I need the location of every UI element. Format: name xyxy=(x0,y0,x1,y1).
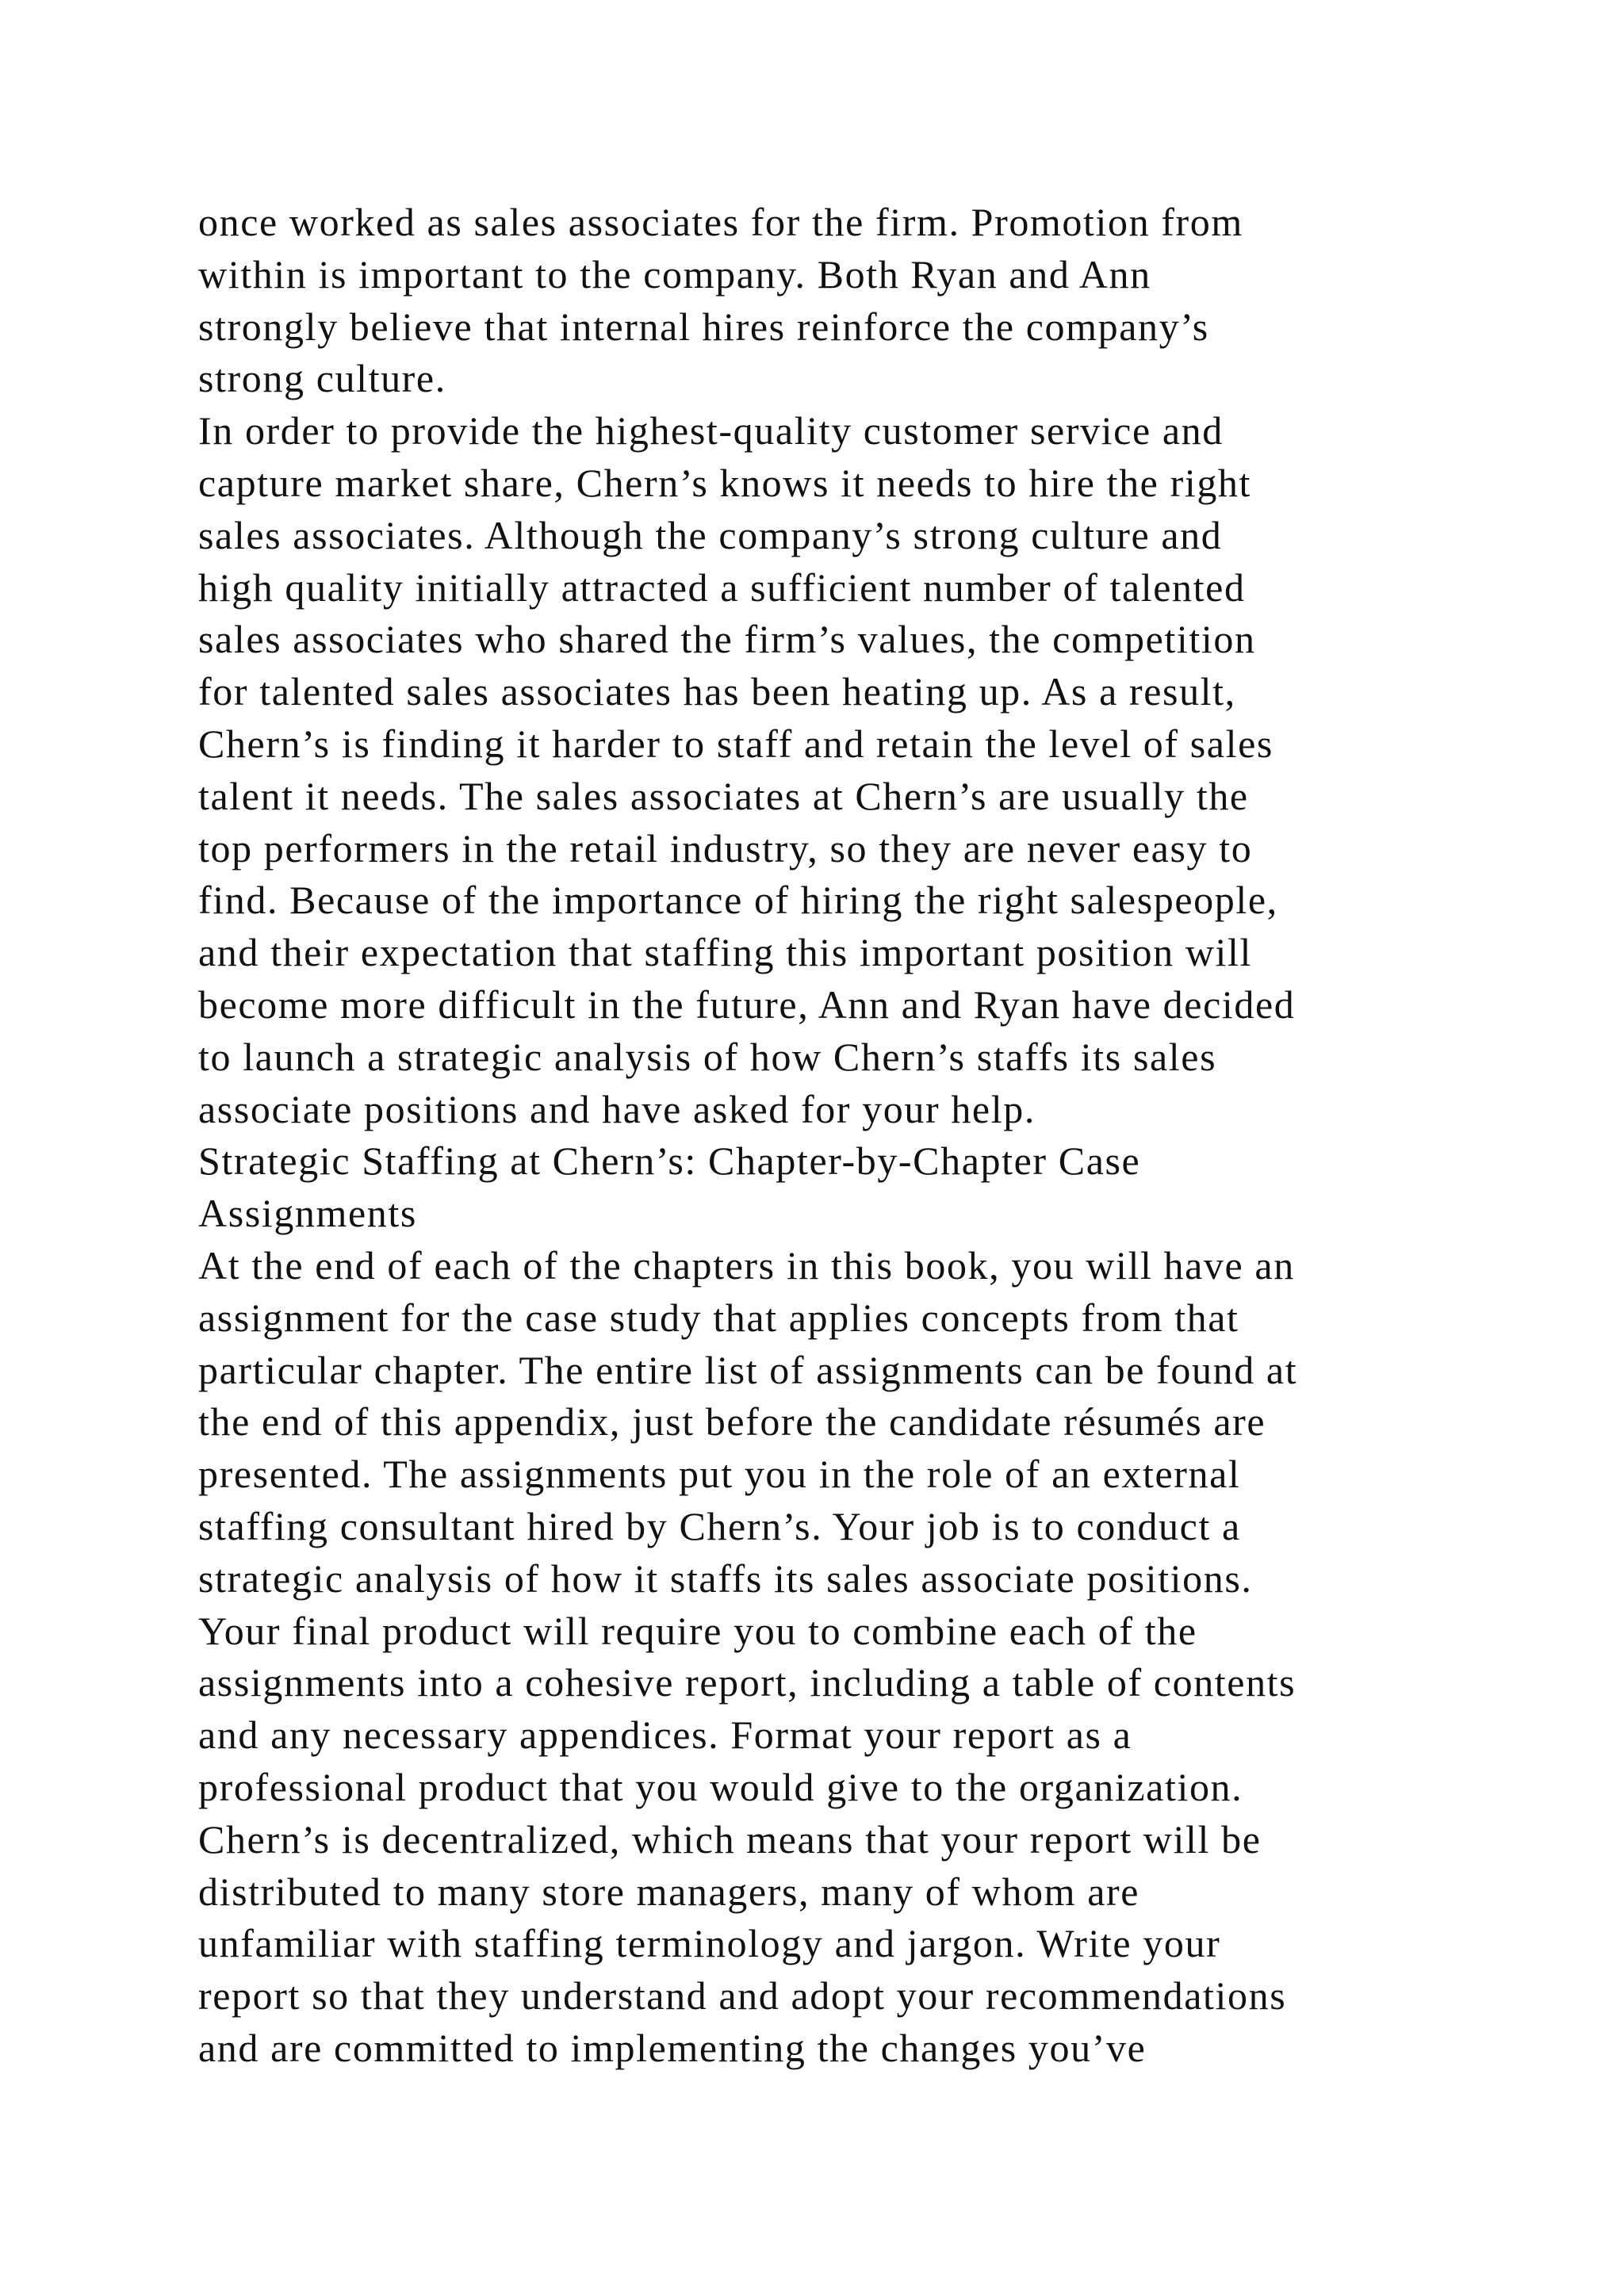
text-line: and any necessary appendices. Format your report as a xyxy=(198,1712,1132,1758)
body-text xyxy=(198,197,1546,2075)
text-line: within is important to the company. Both Ryan and Ann xyxy=(198,251,1151,297)
text-line: sales associates. Although the company’s strong culture and xyxy=(198,512,1223,557)
text-line: high quality initially attracted a sufficient number of talented xyxy=(198,564,1246,610)
text-line: Chern’s is finding it harder to staff and retain the level of sales xyxy=(198,721,1274,766)
text-line: for talented sales associates has been heating up. As a result, xyxy=(198,669,1236,714)
text-line: strongly believe that internal hires reinforce the company’s xyxy=(198,304,1209,349)
text-line: become more difficult in the future, Ann and Ryan have decided xyxy=(198,982,1296,1027)
text-line: find. Because of the importance of hiring the right salespeople, xyxy=(198,878,1278,923)
text-line: and their expectation that staffing this important position will xyxy=(198,930,1253,975)
text-line: assignments into a cohesive report, including a table of contents xyxy=(198,1660,1297,1705)
text-line: In order to provide the highest-quality customer service and xyxy=(198,408,1224,453)
text-line: top performers in the retail industry, so they are never easy to xyxy=(198,825,1253,871)
text-line: distributed to many store managers, many of whom are xyxy=(198,1869,1140,1914)
text-line: capture market share, Chern’s knows it needs to hire the right xyxy=(198,460,1252,505)
text-line: and are committed to implementing the changes you’ve xyxy=(198,2025,1147,2070)
text-line: strong culture. xyxy=(198,356,446,401)
text-line: the end of this appendix, just before the candidate résumés are xyxy=(198,1399,1266,1445)
text-line: report so that they understand and adopt your recommendations xyxy=(198,1973,1287,2019)
text-line: sales associates who shared the firm’s values, the competition xyxy=(198,617,1256,662)
text-line: unfamiliar with staffing terminology and jargon. Write your xyxy=(198,1921,1221,1966)
text-line: assignment for the case study that applies concepts from that xyxy=(198,1295,1239,1340)
text-line: presented. The assignments put you in the role of an external xyxy=(198,1452,1241,1497)
text-line: staffing consultant hired by Chern’s. Your job is to conduct a xyxy=(198,1503,1241,1548)
text-line: particular chapter. The entire list of assignments can be found at xyxy=(198,1347,1298,1392)
text-line: Chern’s is decentralized, which means that your report will be xyxy=(198,1816,1262,1862)
text-line: At the end of each of the chapters in this book, you will have an xyxy=(198,1242,1295,1288)
text-line: Assignments xyxy=(198,1191,417,1236)
text-line: once worked as sales associates for the firm. Promotion from xyxy=(198,200,1243,244)
text-line: to launch a strategic analysis of how Chern’s staffs its sales xyxy=(198,1034,1217,1079)
text-line: Your final product will require you to combine each of the xyxy=(198,1608,1197,1653)
text-line: Strategic Staffing at Chern’s: Chapter-by-Chapter Case xyxy=(198,1138,1141,1184)
text-line: associate positions and have asked for your help. xyxy=(198,1086,1036,1131)
text-line: strategic analysis of how it staffs its sales associate positions. xyxy=(198,1556,1253,1601)
text-line: professional product that you would give to the organization. xyxy=(198,1764,1243,1809)
text-line: talent it needs. The sales associates at Chern’s are usually the xyxy=(198,773,1249,818)
